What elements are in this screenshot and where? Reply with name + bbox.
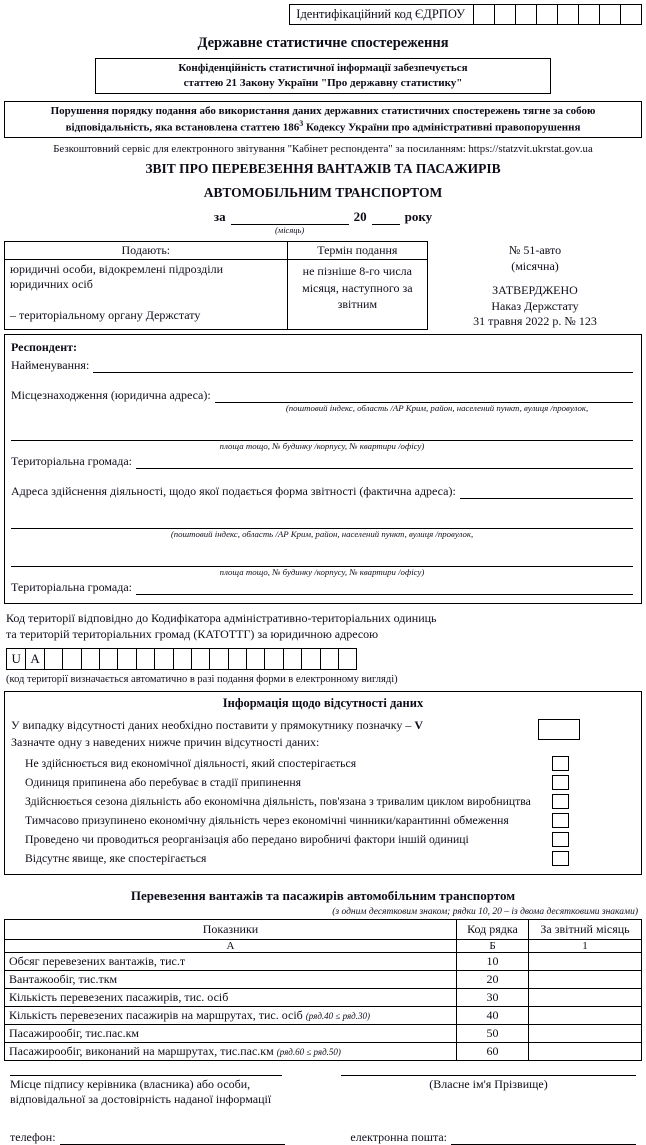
katottg-cell[interactable] [228,649,246,669]
reason-checkbox[interactable] [552,813,569,828]
subheader-b: Б [457,939,529,952]
edrpou-label: Ідентифікаційний код ЄДРПОУ [296,7,465,21]
violation-line2-post: Кодексу України про адміністративні правопорушення [303,121,581,134]
edrpou-cell[interactable] [557,5,578,24]
code-cell: 50 [457,1024,529,1042]
submission-table [4,241,428,330]
edrpou-cells [473,5,641,24]
absence-mark-instruction [11,717,538,733]
katottg-cell[interactable] [99,649,117,669]
activity-address-label: Адреса здійснення діяльності, щодо якої подається форма звітності (фактична адреса): [11,484,456,499]
approved-by: Наказ Держстату [491,298,579,313]
value-cell[interactable] [529,1024,642,1042]
violation-superscript: 3 [299,118,304,128]
edrpou-cell[interactable] [515,5,536,24]
katottg-cell[interactable] [62,649,80,669]
edrpou-cell[interactable] [578,5,599,24]
katottg-cell[interactable] [191,649,209,669]
table-row [5,952,642,970]
reason-row [11,756,635,771]
who-submits-cell [5,260,288,330]
community-input-line2[interactable] [136,581,633,595]
edrpou-cell[interactable] [620,5,641,24]
reason-label: Одиниця припинена або перебуває в стадії припинення [25,775,302,789]
value-cell[interactable] [529,952,642,970]
indicator-cell [5,988,457,1006]
col-header-month: За звітний місяць [529,919,642,939]
submission-info-row [4,241,642,330]
signature-row [10,1075,636,1108]
confidentiality-box [95,58,551,94]
reason-label: Відсутнє явище, яке спостерігається [25,851,207,865]
period-suffix: року [404,209,433,225]
katottg-prefix-cell: A [25,649,43,669]
indicator-cell [5,1024,457,1042]
indicator-cell [5,952,457,970]
reason-label: Не здійснюється вид економічної діяльності, який спостерігається [25,756,357,770]
activity-address-input-line2[interactable] [11,514,633,529]
absence-instruction-pre: У випадку відсутності даних необхідно поставити у прямокутнику позначку – [11,718,415,733]
katottg-cell[interactable] [264,649,282,669]
value-cell[interactable] [529,1042,642,1060]
community-row2 [11,580,633,595]
legal-address-note2: площа тощо, № будинку /корпусу, № квартири /офісу) [219,440,425,451]
activity-address-row [11,484,633,499]
code-cell: 20 [457,970,529,988]
reason-row [11,775,635,790]
reason-row [11,813,635,828]
reason-label: Проведено чи проводиться реорганізація або передано виробничі фактори іншій одиниці [25,832,469,846]
edrpou-cell[interactable] [536,5,557,24]
no-data-checkbox[interactable] [538,719,580,740]
indicator-cell [5,1042,457,1060]
indicator-note: (ряд.40 ≤ ряд.30) [305,1010,370,1021]
subheader-1: 1 [529,939,642,952]
katottg-cell[interactable] [283,649,301,669]
indicator-text: Кількість перевезених пасажирів на маршрутах, тис. осіб [9,1007,306,1022]
indicator-text: Вантажообіг, тис.ткм [9,971,118,986]
katottg-cell[interactable] [246,649,264,669]
activity-address-input-line[interactable] [460,485,633,499]
contact-row [10,1130,636,1145]
who-submits-recipient: – територіальному органу Держстату [10,308,201,323]
confidentiality-line2: статтею 21 Закону України "Про державну статистику" [183,76,463,89]
signature-left-block [10,1075,282,1108]
legal-address-input-line2[interactable] [11,426,633,441]
subheader-a: А [5,939,457,952]
katottg-label-line1: Код території відповідно до Кодифікатора адміністративно-територіальних одиниць [6,611,437,626]
table-subheader-row [5,939,642,952]
edrpou-row [4,4,642,25]
period-prefix: за [213,209,226,225]
code-cell: 60 [457,1042,529,1060]
name-note: (Власне ім'я Прізвище) [429,1076,548,1091]
report-title-line2: АВТОМОБІЛЬНИМ ТРАНСПОРТОМ [203,185,443,201]
legal-address-note1: (поштовий індекс, область /АР Крим, район, населений пункт, вулиця /провулок, [285,403,589,413]
violation-line2 [11,119,635,136]
table-row [5,1024,642,1042]
who-submits-text: юридичні особи, відокремлені підрозділи юридичних осіб [10,262,224,292]
approved-date: 31 травня 2022 р. № 123 [473,314,597,329]
katottg-label-line2: та територій територіальних громад (КАТОТТГ) за юридичною адресою [6,626,379,641]
reason-row [11,832,635,847]
email-input-line[interactable] [451,1131,636,1145]
value-cell[interactable] [529,970,642,988]
katottg-cell[interactable] [136,649,154,669]
approved-label: ЗАТВЕРДЖЕНО [492,283,578,298]
year-blank-field[interactable] [372,211,400,225]
reason-checkbox[interactable] [552,775,569,790]
katottg-label [6,611,642,642]
transport-table-note: (з одним десятковим знаком; рядки 10, 20 – із двома десятковими знаками) [332,906,638,917]
katottg-prefix-cell: U [11,651,21,667]
name-input-line[interactable] [93,359,633,373]
katottg-cell[interactable] [81,649,99,669]
confidentiality-line1: Конфіденційність статистичної інформації забезпечується [178,62,468,74]
indicator-text: Кількість перевезених пасажирів, тис. осіб [9,989,229,1004]
report-period-row [4,209,642,236]
reason-row [11,851,635,866]
code-cell: 40 [457,1006,529,1024]
reason-checkbox[interactable] [552,832,569,847]
katottg-cell[interactable] [320,649,338,669]
katottg-cell[interactable] [173,649,191,669]
table-row [5,1042,642,1060]
value-cell[interactable] [529,1006,642,1024]
absence-info-section [4,691,642,874]
name-label: Найменування: [11,358,90,372]
phone-input-line[interactable] [60,1131,285,1145]
reason-label: Тимчасово призупинено економічну діяльність через економічні чинники/карантинні обмеження [25,813,509,827]
period-year-prefix: 20 [353,209,367,225]
who-submits-header: Подають: [5,242,288,260]
col-header-code: Код рядка [457,919,529,939]
signature-caption-line1: Місце підпису керівника (власника) або особи, [10,1076,251,1091]
violation-line2-pre: відповідальність, яка встановлена статтею 186 [65,121,300,134]
indicator-text: Пасажирообіг, тис.пас.км [9,1025,140,1040]
violation-line1: Порушення порядку подання або використання даних державних статистичних спостережень тягне за собою [50,104,596,117]
form-number: № 51-авто [508,243,562,258]
absence-select-reason: Зазначте одну з наведених нижче причин відсутності даних: [11,734,320,749]
edrpou-cell[interactable] [494,5,515,24]
community-row [11,454,633,469]
col-header-indicators: Показники [5,919,457,939]
deadline-cell: не пізніше 8-го числа місяця, наступного за звітним [287,260,427,330]
community-input-line[interactable] [136,455,633,469]
katottg-cell[interactable] [117,649,135,669]
absence-title: Інформація щодо відсутності даних [222,696,424,711]
absence-instruction-text [11,717,538,749]
edrpou-cell[interactable] [473,5,494,24]
indicator-cell [5,1006,457,1024]
transport-table-title: Перевезення вантажів та пасажирів автомобільним транспортом [130,887,516,903]
month-note: (місяць) [274,225,305,236]
activity-address-note2: площа тощо, № будинку /корпусу, № квартири /офісу) [219,566,425,577]
signature-caption-line2: відповідальної за достовірність наданої інформації [10,1092,272,1107]
indicator-cell [5,970,457,988]
email-label: електронна пошта: [350,1129,447,1144]
katottg-cell[interactable] [209,649,227,669]
activity-address-note1: (поштовий індекс, область /АР Крим, район, населений пункт, вулиця /провулок, [170,529,474,540]
katottg-cell[interactable] [44,649,62,669]
respondent-section [4,334,642,604]
form-periodicity: (місячна) [511,258,559,273]
transport-table [4,919,642,1061]
signature-right-block [341,1075,636,1108]
indicator-note: (ряд.60 ≤ ряд.50) [276,1046,341,1057]
reason-checkbox[interactable] [552,794,569,809]
value-cell[interactable] [529,988,642,1006]
indicator-text: Обсяг перевезених вантажів, тис.т [9,953,186,968]
month-blank-field[interactable] [231,211,349,236]
phone-label: телефон: [10,1129,56,1144]
table-row [5,988,642,1006]
e-reporting-service-line: Безкоштовний сервіс для електронного звітування "Кабінет респондента" за посиланням: https://statzvit.ukrstat.gov.ua [53,143,593,156]
katottg-cell[interactable] [338,649,356,669]
activity-address-input-line3[interactable] [11,552,633,567]
absence-instruction-row [11,717,635,749]
email-field-row [350,1130,636,1145]
form-meta-block [428,241,642,330]
observation-title: Державне статистичне спостереження [197,35,449,51]
table-header-row [5,919,642,939]
violation-box [4,101,642,138]
indicator-text: Пасажирообіг, виконаний на маршрутах, тис.пас.км [9,1043,277,1058]
reason-label: Здійснюється сезона діяльність або економічна діяльність, пов'язана з тривалим циклом виробництва [25,794,531,808]
deadline-header: Термін подання [287,242,427,260]
reason-checkbox[interactable] [552,756,569,771]
report-title-line1: ЗВІТ ПРО ПЕРЕВЕЗЕННЯ ВАНТАЖІВ ТА ПАСАЖИРІВ [145,161,501,177]
community-label: Територіальна громада: [11,454,132,469]
reason-row [11,794,635,809]
edrpou-code-box [289,4,642,25]
table-row [5,970,642,988]
respondent-label: Респондент: [11,340,77,354]
code-cell: 30 [457,988,529,1006]
reason-checkbox[interactable] [552,851,569,866]
name-row [11,358,633,373]
table-row [5,1006,642,1024]
legal-address-label: Місцезнаходження (юридична адреса): [11,388,211,402]
edrpou-cell[interactable] [599,5,620,24]
phone-field-row [10,1130,285,1145]
legal-address-row [11,388,633,403]
legal-address-input-line[interactable] [215,389,633,403]
community-label2: Територіальна громада: [11,580,132,595]
code-cell: 10 [457,952,529,970]
katottg-cell[interactable] [301,649,319,669]
katottg-code-cells [6,648,357,670]
signature-section [4,1075,642,1145]
katottg-cell[interactable] [154,649,172,669]
absence-mark-letter: V [414,718,424,733]
katottg-note: (код території визначається автоматично в разі подання форми в електронному вигляді) [6,674,398,686]
absence-reasons-list [11,756,635,866]
